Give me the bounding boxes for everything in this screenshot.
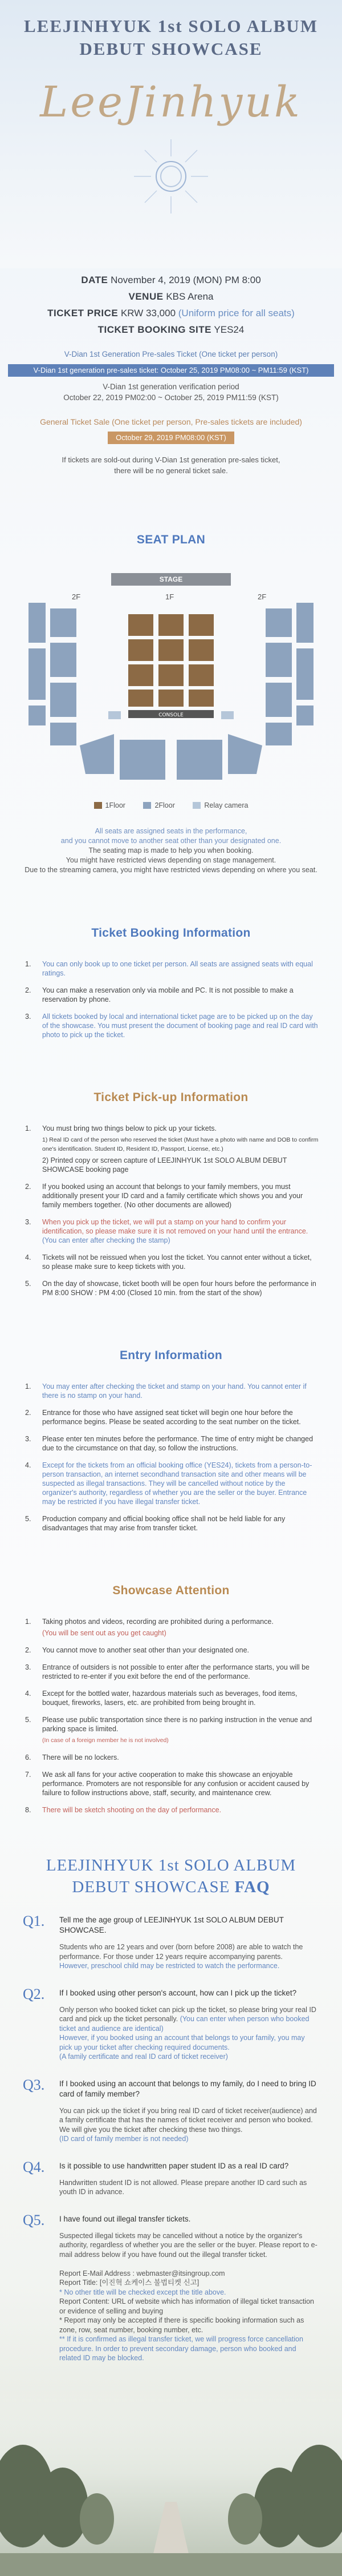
faq-q-number: Q1. xyxy=(23,1913,45,1929)
seat-block xyxy=(80,734,114,774)
seat-block xyxy=(266,683,292,717)
venue-row: VENUE KBS Arena xyxy=(128,291,214,302)
seat-plan-section xyxy=(0,522,342,875)
seat-block xyxy=(50,643,76,677)
seat-notes: All seats are assigned seats in the performance, and you cannot move to another seat other than your designated one. The seating map is made to help you when booking. You might have restricted views depending on stage management. Due to the streaming camera, you might have restricted views depending on where you seat. xyxy=(25,827,317,874)
pickup-section xyxy=(0,1079,342,1297)
soldout-note: If tickets are sold-out during V-Dian 1st generation pre-sales ticket, there will be no general ticket sale. xyxy=(62,455,280,475)
list-item: 5. On the day of showcase, ticket booth will be open four hours before the performance in PM 8:00 SHOW : PM 4:00 (Closed 10 min. from the start of the show) xyxy=(25,1280,316,1297)
seat-block xyxy=(189,614,214,636)
floor-label-right: 2F xyxy=(258,592,267,601)
entry-section xyxy=(0,1337,342,1533)
faq-item-1: Q1. Tell me the age group of LEEJINHYUK 1st SOLO ALBUM DEBUT SHOWCASE. Students who are 12 years and over (born before 2008) are able to watch the performance. For those under 12 years require accompanying parents. However, preschool child may be restricted to watch the performance. xyxy=(23,1913,303,1970)
seat-block xyxy=(50,723,76,745)
park-image xyxy=(0,2388,342,2576)
seat-block xyxy=(50,683,76,717)
general-bar: October 29, 2019 PM08:00 (KST) xyxy=(108,432,234,444)
general-title: General Ticket Sale (One ticket per person, Pre-sales tickets are included) xyxy=(40,417,302,426)
faq-q-number: Q5. xyxy=(23,2211,45,2228)
verify-date: October 22, 2019 PM02:00 ~ October 25, 2019 PM11:59 (KST) xyxy=(63,393,279,402)
list-item: 2. You can make a reservation only via mobile and PC. It is not possible to make a reservation by phone. xyxy=(25,986,294,1003)
list-item: 5. Please use public transportation since there is no parking instruction in the venue and parking space is limited. (In case of a foreign member he is not involved) xyxy=(25,1716,312,1744)
hero-title-line1: LEEJINHYUK 1st SOLO ALBUM xyxy=(24,16,318,36)
seat-block xyxy=(177,740,222,780)
booking-section xyxy=(0,915,342,1039)
stage-label: STAGE xyxy=(111,573,231,586)
faq-item-2: Q2. If I booked using other person's account, how can I pick up the ticket? Only person who booked ticket can pick up the ticket, so please bring your real ID card and pick up the ticket personally. (You can enter when person who booked ticket and audience are identical) However, if you booked using an account that belongs to your family, you may pick up your ticket after checking required documents. (A family certificate and real ID card of ticket receiver) xyxy=(23,1985,316,2061)
seat-block xyxy=(158,664,184,686)
price-row: TICKET PRICE KRW 33,000 (Uniform price for all seats) xyxy=(47,308,295,319)
seat-block xyxy=(128,690,153,707)
seat-block xyxy=(189,690,214,707)
sun-icon xyxy=(128,134,214,219)
seat-block xyxy=(128,639,153,661)
list-item: 2. Entrance for those who have assigned seat ticket will begin one hour before the performance begins. Please be seated according to the seat number on the ticket. xyxy=(25,1409,301,1426)
list-item: 1. Taking photos and videos, recording are prohibited during a performance. (You will be sent out as you get caught) xyxy=(25,1618,274,1637)
seat-map xyxy=(0,586,342,797)
script-logo: LeeJinhyuk xyxy=(40,78,302,127)
list-item: 3. When you pick up the ticket, we will put a stamp on your hand to confirm your identification, so please make sure it is not removed on your hand until the entrance. (You can enter after checking the stamp) xyxy=(25,1218,308,1244)
seat-block xyxy=(296,603,314,643)
seat-block xyxy=(128,664,153,686)
seat-block xyxy=(128,614,153,636)
seat-block xyxy=(189,664,214,686)
seat-block xyxy=(50,608,76,637)
list-item: 4. Except for the bottled water, hazardous materials such as beverages, food items, bouquet, fireworks, lasers, etc. are prohibited from being brought in. xyxy=(25,1690,298,1707)
list-item: 2. If you booked using an account that belongs to your family members, you must additionally present your ID card and a family certificate which shows you and your family members together. (No other documents are allowed) xyxy=(25,1183,303,1209)
seat-block xyxy=(28,706,46,725)
site-row: TICKET BOOKING SITE YES24 xyxy=(97,324,245,335)
list-item: 1. You may enter after checking the ticket and stamp on your hand. You cannot enter if there is no stamp on your hand. xyxy=(25,1382,307,1400)
seat-block xyxy=(296,648,314,700)
seat-block xyxy=(120,740,165,780)
date-row: DATE November 4, 2019 (MON) PM 8:00 xyxy=(81,275,261,285)
floor-label-center: 1F xyxy=(165,592,174,601)
list-item: 1. You must bring two things below to pick up your tickets. 1) Real ID card of the person who reserved the ticket (Must have a photo with name and DOB to confirm one's identification. Student ID, Resident ID, Passport, License, etc.) 2) Printed copy or screen capture of LEEJINHYUK 1st SOLO ALBUM DEBUT SHOWCASE booking page xyxy=(25,1124,319,1174)
presale-title: V-Dian 1st Generation Pre-sales Ticket (One ticket per person) xyxy=(64,350,278,358)
seat-block xyxy=(158,690,184,707)
seat-legend: 1Floor 2Floor Relay camera xyxy=(0,801,342,809)
list-item: 3. Entrance of outsiders is not possible to enter after the performance starts, you will be restricted to re-enter if you exit before the end of the performance. xyxy=(25,1663,310,1680)
faq-item-5: Q5. I have found out illegal transfer tickets. Suspected illegal tickets may be cancelled without a notice by the organizer's authority, regardless of whether you are the seller or the buyer. Please report to e-mail address below if you have found out the illegal transfer ticket. Report E-Mail Address : webmaster@itsingroup.com Report Title: [이진혁 쇼케이스 불법티켓 신고] * No other title will be checked except the title above. Report Content: URL of website which has information of illegal ticket transaction or evidence of selling and buying * Report may only be accepted if there is specific booking information such as zone, row, seat number, booking number, etc. ** If it is confirmed as illegal transfer ticket, we will progress force cancellation procedure. In order to prevent secondary damage, person who booked and related ID may be blocked. xyxy=(23,2211,317,2362)
legend-swatch-1f xyxy=(94,802,102,809)
list-item: 3. All tickets booked by local and international ticket page are to be picked up on the day of the showcase. You must present the document of booking page and real ID card with photo to pick up the ticket. xyxy=(25,1013,318,1039)
seat-block xyxy=(158,614,184,636)
event-info xyxy=(0,268,342,476)
booking-heading: Ticket Booking Information xyxy=(91,926,251,940)
seat-block xyxy=(28,603,46,643)
seat-block xyxy=(228,734,262,774)
faq-item-3: Q3. If I booked using an account that belongs to my family, do I need to bring ID card of family member? You can pick up the ticket if you bring real ID card of ticket receiver(audience) and a family certificate that has the names of ticket receiver and person who booked. We will give you the ticket after checking these two things. (ID card of family member is not needed) xyxy=(23,2076,317,2143)
list-item: 3. Please enter ten minutes before the performance. The time of entry might be changed due to the circumstance on that day, so follow the instructions. xyxy=(25,1435,314,1452)
list-item: 5. Production company and official booking office shall not be held liable for any disadvantages that may arise from transfer ticket. xyxy=(25,1515,286,1532)
list-item: 2. You cannot move to another seat other than your designated one. xyxy=(25,1646,249,1654)
seat-plan-heading: SEAT PLAN xyxy=(136,533,206,546)
console-label: CONSOLE xyxy=(158,712,184,718)
list-item: 4. Tickets will not be reissued when you lost the ticket. You cannot enter without a ticket, so please make sure to keep tickets with you. xyxy=(25,1253,312,1271)
seat-block xyxy=(266,608,292,637)
pickup-heading: Ticket Pick-up Information xyxy=(93,1091,249,1104)
hero xyxy=(0,0,342,268)
floor-label-left: 2F xyxy=(72,592,81,601)
faq-title: LEEJINHYUK 1st SOLO ALBUM DEBUT SHOWCASE FAQ xyxy=(46,1856,296,1896)
seat-map-svg xyxy=(23,603,319,797)
seat-block xyxy=(158,639,184,661)
list-item: 1. You can only book up to one ticket per person. All seats are assigned seats with equal ratings. xyxy=(25,960,313,977)
relay-camera xyxy=(108,711,121,719)
presale-bar: V-Dian 1st generation pre-sales ticket: October 25, 2019 PM08:00 ~ PM11:59 (KST) xyxy=(8,364,334,377)
legend-swatch-2f xyxy=(143,802,151,809)
list-item: 4. Except for the tickets from an official booking office (YES24), tickets from a person-to-person transaction, an internet secondhand transaction site and other means will be suspected as illegal transactions. They will be cancelled without notice by the organizer's authority, regardless of whether you are the seller or the buyer. Entrance may be restricted if you have illegal transfer ticket. xyxy=(25,1461,312,1506)
legend-swatch-camera xyxy=(193,802,201,809)
seat-block xyxy=(189,639,214,661)
faq-q-number: Q2. xyxy=(23,1985,45,2002)
relay-camera xyxy=(221,711,234,719)
list-item: 7. We ask all fans for your active cooperation to make this showcase an enjoyable performance. Promoters are not responsible for any confusion or accident caused by failure to follow instructions above, staff, security, and maintenance crew. xyxy=(25,1771,310,1797)
seat-block xyxy=(266,643,292,677)
seat-block xyxy=(296,706,314,725)
entry-heading: Entry Information xyxy=(119,1349,223,1362)
attention-section xyxy=(0,1573,342,1815)
faq-item-4: Q4. Is it possible to use handwritten paper student ID as a real ID card? Handwritten student ID is not allowed. Please prepare another ID card such as youth ID in advance. xyxy=(23,2158,307,2196)
seat-block xyxy=(266,723,292,745)
hero-title-line2: DEBUT SHOWCASE xyxy=(79,39,263,59)
verify-title: V-Dian 1st generation verification period xyxy=(103,382,239,391)
faq-q-number: Q3. xyxy=(23,2076,45,2093)
seat-block xyxy=(28,648,46,700)
list-item: 8. There will be sketch shooting on the day of performance. xyxy=(25,1806,222,1814)
faq-q-number: Q4. xyxy=(23,2158,45,2175)
attention-heading: Showcase Attention xyxy=(112,1584,230,1597)
list-item: 6. There will be no lockers. xyxy=(25,1753,119,1761)
